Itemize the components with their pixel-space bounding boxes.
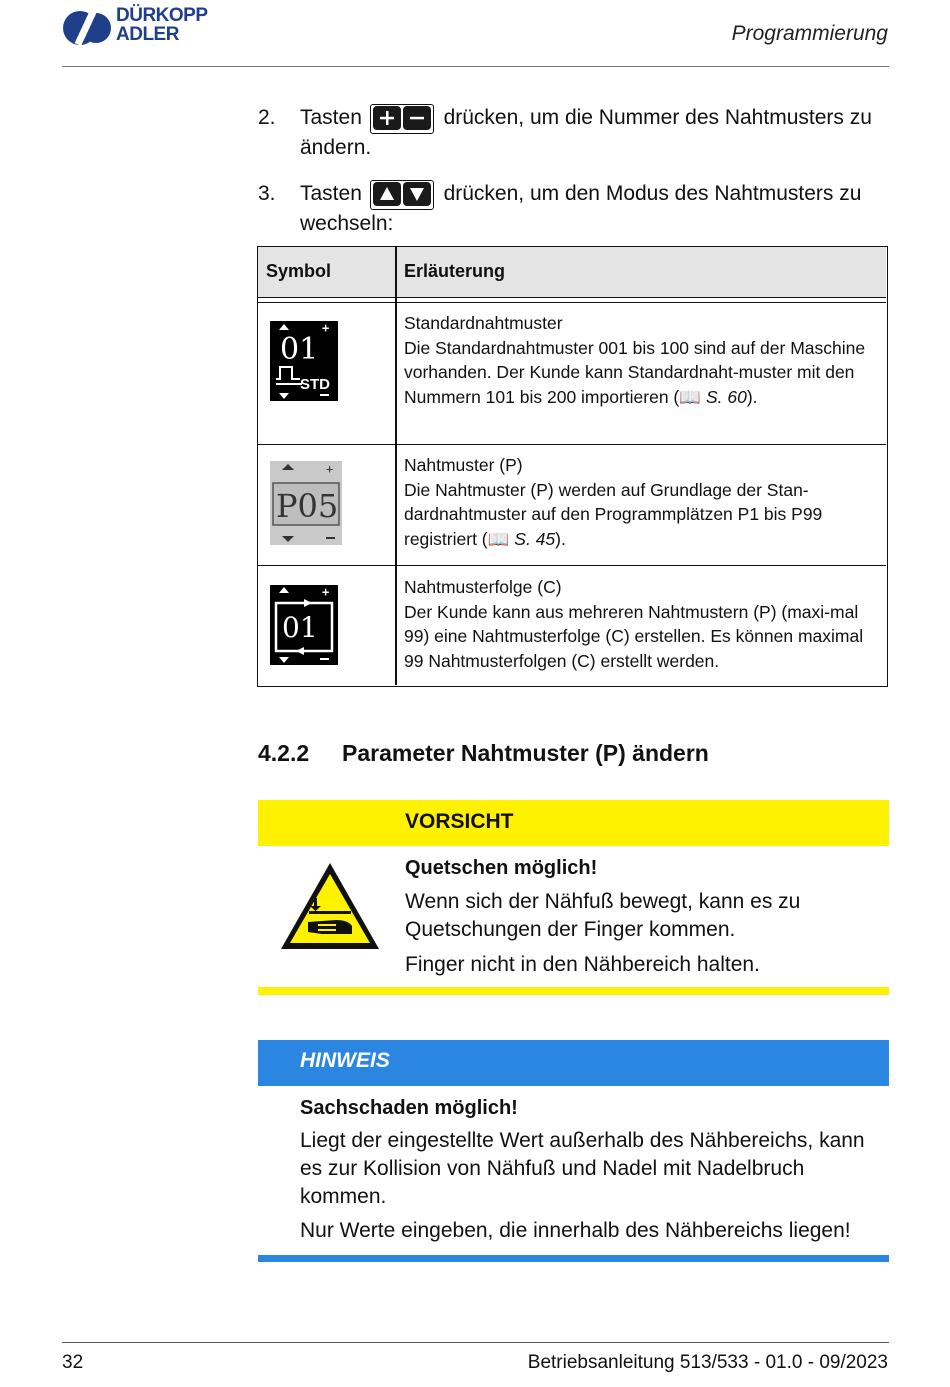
page-number: 32 (62, 1352, 84, 1373)
row-text-end: ). (746, 386, 758, 407)
header-divider (62, 66, 889, 67)
step-suffix: drücken, um die Nummer des Nahtmusters zu ändern. (300, 106, 872, 159)
std-tag: STD (300, 376, 330, 393)
section-heading (258, 740, 709, 767)
footer-divider (62, 1342, 889, 1343)
heading-title: Parameter Nahtmuster (P) ändern (342, 740, 709, 766)
svg-text:+: + (322, 321, 330, 335)
note-title: Sachschaden möglich! (300, 1097, 518, 1119)
row-text: Der Kunde kann aus mehreren Nahtmustern (P) (maxi-mal 99) eine Nahtmusterfolge (C) erstellen. Es können maximal 99 Nahtmusterfolgen (C) erstellt werden. (404, 601, 864, 671)
brand-line-1: DÜRKOPP (116, 5, 208, 26)
row-p-explanation (404, 453, 884, 551)
header-divider (258, 302, 886, 303)
page-reference: S. 45 (514, 528, 556, 549)
warning-bottom-bar (258, 987, 889, 995)
logo-mark-icon (62, 8, 112, 48)
note-label: HINWEIS (300, 1049, 390, 1072)
step-number: 2. (258, 106, 276, 129)
arrow-up-icon (373, 182, 401, 206)
std-pattern-icon (270, 321, 338, 406)
pattern-number: 01 (280, 332, 319, 367)
row-title: Standardnahtmuster (404, 313, 563, 333)
plus-icon (373, 106, 401, 130)
book-icon: 📖 (679, 386, 702, 407)
step-prefix: Tasten (300, 182, 362, 205)
column-divider (395, 247, 397, 685)
pattern-number: P05 (276, 487, 339, 525)
row-divider (258, 565, 886, 566)
section-title: Programmierung (731, 22, 888, 45)
pattern-mode-table (257, 246, 888, 687)
svg-text:+: + (322, 585, 330, 599)
warning-text: Wenn sich der Nähfuß bewegt, kann es zu Quetschungen der Finger kommen. (405, 890, 801, 941)
row-c-explanation (404, 575, 884, 673)
step-2 (258, 104, 888, 160)
brand-name (116, 6, 208, 44)
pattern-number: 01 (282, 611, 318, 644)
warning-label: VORSICHT (405, 810, 514, 833)
arrow-down-icon (403, 182, 431, 206)
up-down-keys (370, 180, 434, 210)
row-std-explanation (404, 311, 884, 409)
step-prefix: Tasten (300, 106, 362, 129)
warning-banner (258, 800, 889, 846)
step-suffix: drücken, um den Modus des Nahtmusters zu wechseln: (300, 182, 862, 235)
crush-hazard-icon (278, 860, 382, 957)
p-pattern-icon (270, 461, 342, 550)
step-3 (258, 180, 888, 236)
note-action: Nur Werte eingeben, die innerhalb des Nähbereichs liegen! (300, 1219, 851, 1242)
brand-line-2: ADLER (116, 24, 179, 45)
page-reference: S. 60 (705, 386, 747, 407)
heading-number: 4.2.2 (258, 740, 310, 766)
warning-action: Finger nicht in den Nähbereich halten. (405, 953, 760, 976)
note-bottom-bar (258, 1255, 889, 1262)
book-icon: 📖 (487, 528, 510, 549)
row-text: Die Nahtmuster (P) werden auf Grundlage der Stan-dardnahtmuster auf den Programmplätzen P1 bis P99 registriert ( (404, 479, 823, 549)
row-title: Nahtmusterfolge (C) (404, 577, 562, 597)
minus-icon (403, 106, 431, 130)
warning-title: Quetschen möglich! (405, 857, 598, 879)
note-text: Liegt der eingestellte Wert außerhalb des Nähbereichs, kann es zur Kollision von Nähfuß und Nadel mit Nadelbruch kommen. (300, 1129, 865, 1208)
c-sequence-icon (270, 585, 338, 670)
header-divider (258, 297, 886, 298)
row-text-end: ). (555, 528, 566, 549)
plus-minus-keys (370, 104, 434, 134)
svg-text:+: + (326, 462, 334, 476)
row-text: Die Standardnahtmuster 001 bis 100 sind auf der Maschine vorhanden. Der Kunde kann Standardnaht-muster mit den Nummern 101 bis 200 importieren ( (404, 337, 866, 407)
row-title: Nahtmuster (P) (404, 455, 523, 475)
step-number: 3. (258, 182, 276, 205)
table-header (258, 247, 886, 297)
row-divider (258, 444, 886, 445)
column-header-symbol: Symbol (266, 261, 332, 281)
column-header-explanation: Erläuterung (404, 261, 506, 281)
document-id: Betriebsanleitung 513/533 - 01.0 - 09/2023 (527, 1352, 888, 1373)
